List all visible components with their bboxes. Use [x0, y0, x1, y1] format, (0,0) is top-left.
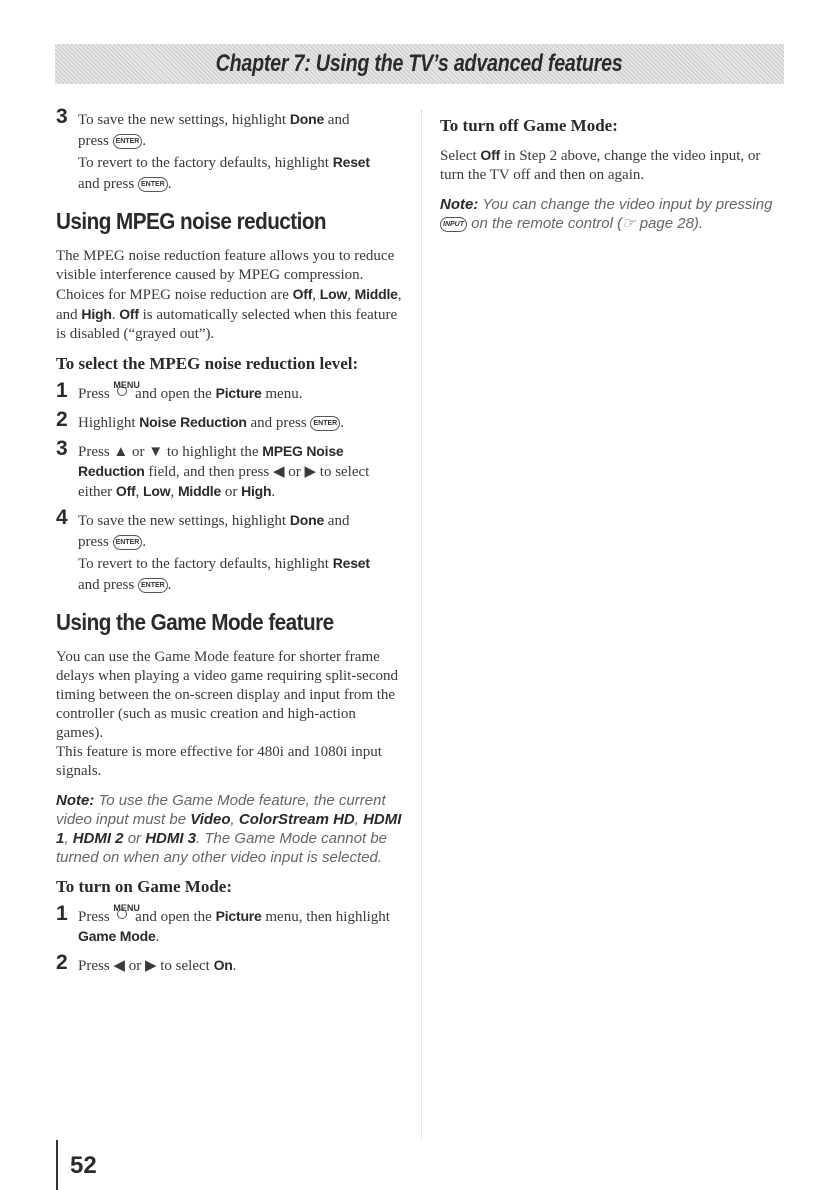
step-text: . [340, 415, 344, 431]
off-keyword: Off [480, 147, 501, 163]
mpeg-step-4 [56, 506, 404, 595]
step-text: To save the new settings, highlight [78, 112, 290, 128]
note-text: , [64, 830, 73, 847]
noise-reduction-keyword: Noise Reduction [139, 414, 247, 430]
colorstream-keyword: ColorStream HD [238, 811, 355, 828]
game-mode-keyword: Game Mode [78, 928, 156, 944]
step-text: press [78, 133, 109, 149]
game-step-1 [56, 902, 404, 947]
page-number [56, 1140, 97, 1190]
step-line [78, 533, 404, 552]
menu-button-icon [113, 380, 140, 398]
step-line [78, 153, 404, 173]
note-label: Note: [56, 792, 95, 809]
note-text: on the remote control ( [467, 215, 623, 232]
step-text: Press ◀ or ▶ to select [78, 958, 214, 974]
low-keyword: Low [319, 286, 348, 302]
high-keyword: High [241, 483, 272, 499]
low-keyword: Low [143, 483, 171, 499]
enter-button-icon: ENTER [138, 578, 168, 593]
step-line [78, 576, 404, 595]
step-number: 3 [56, 437, 68, 460]
note-label: Note: [440, 196, 479, 213]
mpeg-step-3 [56, 437, 404, 502]
step-line [78, 554, 404, 574]
chapter-header [55, 44, 784, 84]
hdmi3-keyword: HDMI 3 [145, 830, 197, 847]
game-mode-body-2: This feature is more effective for 480i and 1080i input signals. [56, 744, 382, 779]
off-keyword: Off [119, 306, 139, 322]
step-text: menu. [261, 386, 303, 402]
reset-keyword: Reset [332, 154, 370, 170]
note-text: , [354, 811, 364, 828]
hdmi1-keyword: HDMI 1 [56, 811, 402, 847]
step-text: and open the [131, 909, 216, 925]
body-text: in Step 2 above, change the video input, or turn the TV off and then on again. [440, 148, 761, 183]
step-number: 1 [56, 379, 68, 402]
step-text: Press ▲ or ▼ to highlight the [78, 444, 263, 460]
done-keyword: Done [289, 111, 325, 127]
step-text: , [170, 484, 178, 500]
enter-button-icon: ENTER [310, 416, 340, 431]
step-line [78, 175, 404, 194]
body-text: , [347, 287, 355, 303]
step-text: field, and then press ◀ or ▶ to select either [78, 464, 370, 500]
step-text: . [155, 929, 160, 945]
step-text: and press [78, 176, 135, 192]
right-column [440, 110, 785, 243]
menu-button-icon [113, 903, 140, 921]
step-text: and press [246, 415, 307, 431]
step-number: 2 [56, 951, 68, 974]
step-3-save [56, 105, 404, 194]
step-number: 3 [56, 105, 68, 128]
step-text: and press [78, 577, 135, 593]
game-mode-note [56, 791, 404, 867]
step-number: 1 [56, 902, 68, 925]
off-keyword: Off [115, 483, 136, 499]
off-keyword: Off [292, 286, 313, 302]
chapter-title: Chapter 7: Using the TV’s advanced features [216, 50, 623, 77]
game-mode-heading: Using the Game Mode feature [56, 609, 334, 635]
step-text: . [142, 133, 147, 149]
reset-keyword: Reset [332, 555, 370, 571]
game-step-2 [56, 951, 404, 976]
page-reference-icon: ☞ [622, 215, 636, 232]
step-number: 2 [56, 408, 68, 431]
body-text: Select [440, 148, 481, 164]
mpeg-step-2 [56, 408, 404, 433]
note-text: , [230, 811, 239, 828]
input-button-icon: INPUT [440, 217, 467, 232]
step-text: Press [78, 386, 110, 402]
column-divider [421, 110, 422, 1140]
step-text: . [142, 534, 147, 550]
picture-keyword: Picture [215, 908, 262, 924]
step-text: and [324, 112, 350, 128]
note-text: page 28). [635, 215, 704, 232]
menu-label: MENU [113, 903, 140, 913]
body-text: The MPEG noise reduction feature allows you to reduce visible interference caused by MPEG compression. Choices for MPEG noise reduction are [56, 248, 395, 303]
page-number-text: 52 [70, 1152, 97, 1179]
enter-button-icon: ENTER [113, 134, 143, 149]
step-number: 4 [56, 506, 68, 529]
hdmi2-keyword: HDMI 2 [72, 830, 124, 847]
game-on-subheading: To turn on Game Mode: [56, 877, 232, 896]
note-text: You can change the video input by pressing [478, 196, 773, 213]
middle-keyword: Middle [354, 286, 398, 302]
step-text: , [135, 484, 144, 500]
step-text: press [78, 534, 109, 550]
picture-keyword: Picture [215, 385, 262, 401]
mpeg-body [56, 247, 404, 344]
enter-button-icon: ENTER [138, 177, 168, 192]
body-text: is automatically selected when this feature is disabled (“grayed out”). [56, 307, 398, 342]
step-text: To revert to the factory defaults, highlight [78, 155, 333, 171]
menu-label: MENU [113, 380, 140, 390]
on-keyword: On [213, 957, 233, 973]
mpeg-step-1 [56, 379, 404, 404]
game-mode-body: You can use the Game Mode feature for shorter frame delays when playing a video game requiring split-second timing between the on-screen display and input from the controller (such as music creation and high-action games). [56, 649, 398, 741]
game-off-subheading: To turn off Game Mode: [440, 116, 618, 135]
step-text: . [167, 176, 172, 192]
video-keyword: Video [190, 811, 231, 828]
step-text: Highlight [78, 415, 140, 431]
step-line [78, 132, 404, 151]
note-text: To use the Game Mode feature, the current video input must be [56, 792, 386, 828]
high-keyword: High [81, 306, 112, 322]
note-text: . The Game Mode cannot be turned on when any other video input is selected. [56, 830, 388, 866]
done-keyword: Done [289, 512, 325, 528]
mpeg-heading: Using MPEG noise reduction [56, 208, 327, 234]
left-column [56, 105, 404, 985]
step-text: . [167, 577, 172, 593]
middle-keyword: Middle [177, 483, 222, 499]
step-text: Press [78, 909, 110, 925]
body-text: , and [56, 287, 402, 323]
input-note [440, 195, 785, 233]
step-text: or [221, 484, 242, 500]
step-text: and [324, 513, 350, 529]
game-off-body [440, 146, 785, 185]
step-text: and open the [131, 386, 216, 402]
body-text: . [111, 307, 120, 323]
step-text: . [232, 958, 237, 974]
mpeg-noise-reduction-keyword: MPEG Noise Reduction [78, 443, 344, 479]
note-text: or [123, 830, 146, 847]
body-text: , [312, 287, 320, 303]
step-text: menu, then highlight [261, 909, 390, 925]
enter-button-icon: ENTER [113, 535, 143, 550]
mpeg-subheading: To select the MPEG noise reduction level: [56, 354, 359, 373]
step-text: . [271, 484, 276, 500]
step-text: To save the new settings, highlight [78, 513, 290, 529]
step-text: To revert to the factory defaults, highlight [78, 556, 333, 572]
